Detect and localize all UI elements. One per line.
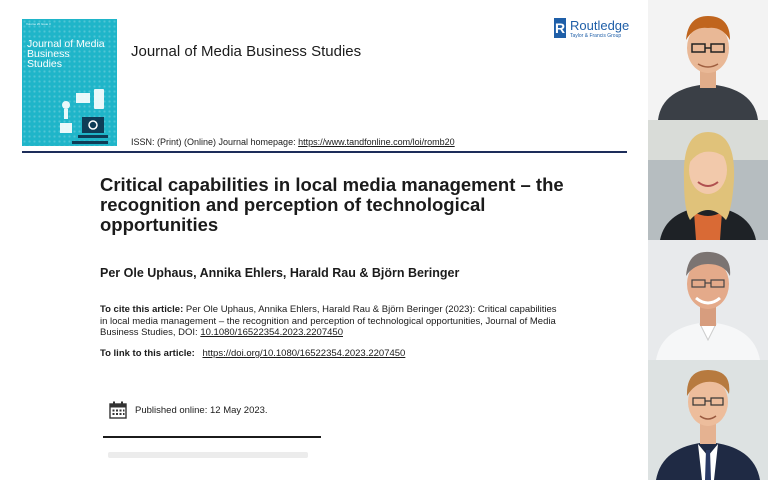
header-divider — [22, 151, 627, 153]
article-title: Critical capabilities in local media management – the recognition and perception of technological opportunities — [100, 174, 564, 235]
cover-media-illustration — [58, 89, 108, 145]
cite-text: Per Ole Uphaus, Annika Ehlers, Harald Rau & Björn Beringer (2023): Critical capabilities in local media management – the recognition and perception of technological opportunities, Journal of Media Business Studies, DOI: — [100, 304, 557, 338]
journal-name: Journal of Media Business Studies — [131, 43, 362, 60]
cite-doi-link[interactable]: 10.1080/16522354.2023.2207450 — [200, 327, 343, 338]
cover-title: Journal of Media Business Studies — [27, 38, 105, 70]
issn-label: ISSN: (Print) (Online) Journal homepage: — [131, 137, 296, 147]
homepage-link[interactable]: https://www.tandfonline.com/loi/romb20 — [298, 137, 455, 147]
article-link-line — [100, 348, 405, 359]
participant-video-1[interactable] — [648, 0, 768, 120]
published-date: Published online: 12 May 2023. — [135, 405, 268, 416]
cover-volume: Volume 20 Issue 3 — [26, 22, 51, 26]
journal-cover — [22, 19, 117, 146]
citation-block — [100, 304, 560, 339]
routledge-icon: R — [554, 20, 566, 36]
article-authors: Per Ole Uphaus, Annika Ehlers, Harald Rau & Björn Beringer — [100, 266, 460, 280]
participant-video-4[interactable] — [648, 360, 768, 480]
cite-label: To cite this article: — [100, 304, 184, 315]
participant-video-3[interactable] — [648, 240, 768, 360]
footer-divider — [103, 436, 321, 438]
person-3-avatar — [648, 240, 768, 360]
person-1-avatar — [648, 0, 768, 120]
publisher-subtitle: Taylor & Francis Group — [570, 33, 622, 39]
person-4-avatar — [648, 360, 768, 480]
participant-video-2[interactable] — [648, 120, 768, 240]
article-doi-link[interactable]: https://doi.org/10.1080/16522354.2023.2207450 — [202, 348, 406, 359]
link-label: To link to this article: — [100, 348, 195, 359]
participant-video-strip — [648, 0, 768, 480]
publisher-name: Routledge — [570, 18, 630, 33]
issn-line — [131, 137, 455, 147]
person-2-avatar — [648, 120, 768, 240]
cut-off-text-row — [108, 452, 308, 458]
calendar-icon — [109, 401, 127, 419]
